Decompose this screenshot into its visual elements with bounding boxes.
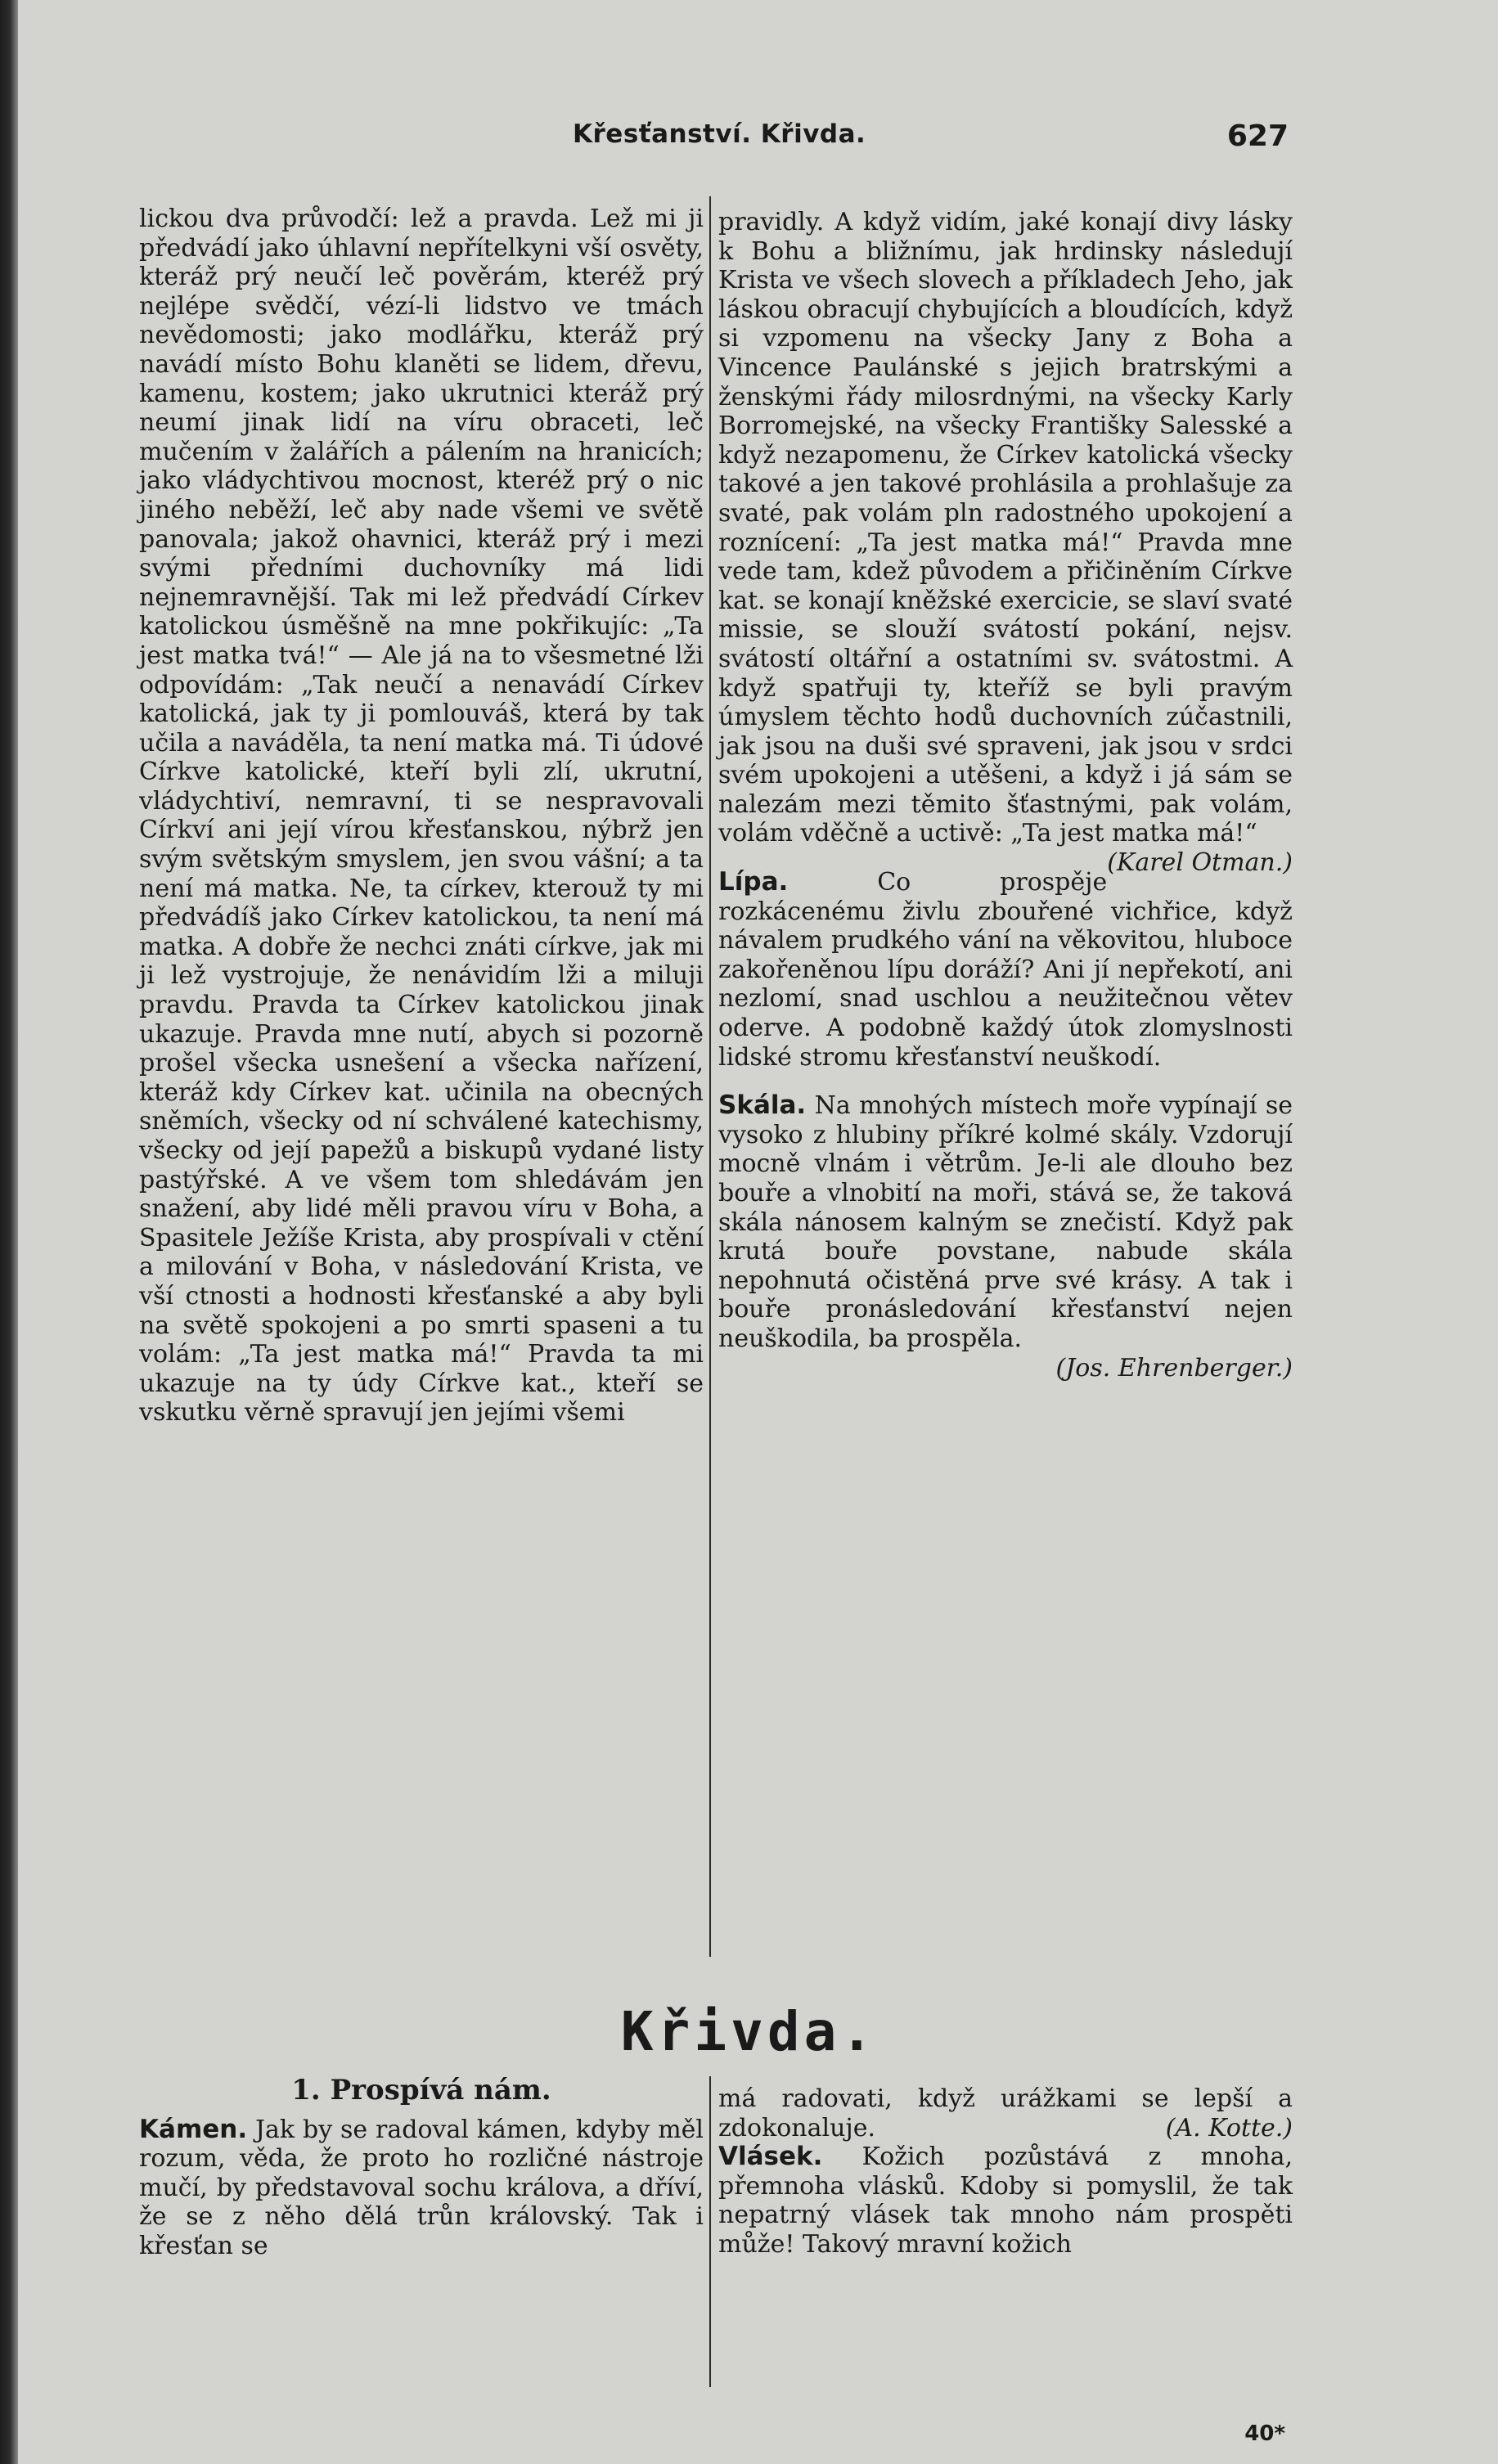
paragraph-continuation-text: pravidly. A když vidím, jaké konají divy lásky k Bohu a bližnímu, jak hrdinsky následují Krista ve všech slovech a příkladech Jeho, jak láskou obracují chybujících a bloudících, když si vzpomenu na všecky Jany z Boha a Vincence Paulánské s jejich bratrskými a ženskými řády milosrdnými, na všecky Karly Borromejské, na všecky Františky Salesské a když nezapomenu, že Církev katolická všecky takové a jen takové prohlásila a prohlašuje za svaté, pak volám pln radostného upokojení a roznícení: „Ta jest matka má!“ Pravda mne vede tam, kdež původem a přičiněním Církve kat. se konají kněžské exercicie, se slaví svaté missie, se slouží svátostí pokání, nejsv. svátostí oltářní a ostatními sv. svátostmi. A když spatřuji ty, kteříž se byli pravým úmyslem těchto hodů duchovních zúčastnili, jak jsou na duši své spraveni, jak jsou v srdci svém upokojeni a utěšeni, a když i já sám se nalezám mezi těmito šťastnými, pak volám, volám vděčně a uctivě: „Ta jest matka má!“: [718, 208, 1293, 848]
attribution-otman: (Karel Otman.): [1107, 848, 1293, 878]
binding-edge: [0, 0, 18, 2464]
spacer: [718, 1072, 1293, 1091]
entry-skala: [718, 1091, 1293, 1353]
entry-vlasek: [718, 2143, 1293, 2259]
signature-mark: 40*: [1244, 2421, 1285, 2446]
right-column-top: [718, 208, 1293, 1383]
attribution-ehrenberger: (Jos. Ehrenberger.): [1055, 1353, 1293, 1383]
entry-text-kamen: Jak by se radoval kámen, kdyby měl rozum, věda, že proto ho rozličné nástroje mučí, by představoval sochu králova, a dříví, že se z něho dělá trůn královský. Tak i křesťan se: [139, 2115, 704, 2260]
entry-term-kamen: Kámen.: [139, 2114, 248, 2144]
paragraph-continuation: [718, 208, 1293, 878]
entry-term-lipa: Lípa.: [718, 867, 789, 897]
attribution-kotte: (A. Kotte.): [1165, 2113, 1293, 2143]
page-number: 627: [1226, 119, 1289, 153]
paragraph-kotte: [718, 2084, 1293, 2143]
entry-term-vlasek: Vlásek.: [718, 2142, 823, 2172]
running-head: Křesťanství. Křivda.: [573, 119, 866, 149]
paragraph-kotte-text: má radovati, když urážkami se lepší a zdokonaluje.: [718, 2084, 1293, 2143]
entry-term-skala: Skála.: [718, 1090, 807, 1121]
right-column-bottom: [718, 2084, 1293, 2259]
left-column-top: [139, 205, 704, 1428]
left-column-bottom: [139, 2076, 704, 2261]
entry-kamen: [139, 2116, 704, 2261]
paragraph-truth-and-lie: lickou dva průvodčí: lež a pravda. Lež mi ji předvádí jako úhlavní nepřítelkyni vší osvěty, kteráž prý neučí leč pověrám, kteréž prý nejlépe svědčí, vézí-li lidstvo ve tmách nevědomosti; jako modlářku, kteráž prý navádí místo Bohu klaněti se lidem, dřevu, kamenu, kostem; jako ukrutnici kteráž prý neumí jinak lidí na víru obraceti, leč mučením v žalářích a pálením na hranicích; jako vládychtivou mocnost, kteréž prý o nic jiného neběží, leč aby nade všemi ve světě panovala; jakož ohavnici, kteráž prý i mezi svými předními duchovníky má lidi nejnemravnější. Tak mi lež předvádí Církev katolickou úsměšně na mne pokřikujíc: „Ta jest matka tvá!“ — Ale já na to všesmetné lži odpovídám: „Tak neučí a nenavádí Církev katolická, jak ty ji pomlouváš, která by tak učila a naváděla, ta není matka má. Ti údové Církve katolické, kteří byli zlí, ukrutní, vládychtiví, nemravní, ti se nespravovali Církví ani její vírou křesťanskou, nýbrž jen svým světským smyslem, jen svou vášní; a ta není má matka. Ne, ta církev, kterouž ty mi předvádíš jako Církev katolickou, ta není má matka. A dobře že nechci znáti církve, jak mi ji lež vystrojuje, že nenávidím lži a miluji pravdu. Pravda ta Církev katolickou jinak ukazuje. Pravda mne nutí, abych si pozorně prošel všecka usnešení a všecka nařízení, kteráž kdy Církev kat. učinila na obecných sněmích, všecky od ní schválené katechismy, všecky od její papežů a biskupů vydané listy pastýřské. A ve všem tom shledávám jen snažení, aby lidé měli pravou víru v Boha, a Spasitele Ježíše Krista, aby prospívali v ctění a milování v Boha, v následování Krista, ve vší ctnosti a hodnosti křesťanské a aby byli na světě spokojeni a po smrti spaseni a tu volám: „Ta jest matka má!“ Pravda ta mi ukazuje na ty údy Církve kat., kteří se vskutku věrně spravují jen jejími všemi: [139, 205, 704, 1428]
entry-text-vlasek: Kožich pozůstává z mnoha, přemnoha vlásků. Kdoby si pomyslil, že tak nepatrný vlásek tak mnoho nám prospěti může! Takový mravní kožich: [718, 2143, 1293, 2259]
column-rule-bottom: [709, 2076, 711, 2387]
entry-lipa: [718, 868, 1293, 1072]
column-rule-top: [709, 196, 711, 1957]
subheading: 1. Prospívá nám.: [291, 2074, 551, 2107]
entry-text-lipa: Co prospěje rozkácenému živlu zbouřené vichřice, když návalem prudkého vání na věkovitou, hluboce zakořeněnou lípu doráží? Ani jí nepřekotí, ani nezlomí, snad uschlou a neužitečnou větev oderve. A podobně každý útok zlomyslnosti lidské stromu křesťanství neuškodí.: [718, 868, 1293, 1072]
page-header: [139, 119, 1289, 160]
section-title: Křivda.: [620, 2000, 878, 2063]
entry-text-skala: Na mnohých místech moře vypínají se vysoko z hlubiny příkré kolmé skály. Vzdorují mocně vlnám i větrům. Je-li ale dlouho bez bouře a vlnobití na moři, stává se, že taková skála nánosem kalným se znečistí. Když pak krutá bouře povstane, nabude skála nepohnutá očistěná prve své krásy. A tak i bouře pronásledování křesťanství nejen neuškodila, ba prospěla.: [718, 1091, 1293, 1353]
